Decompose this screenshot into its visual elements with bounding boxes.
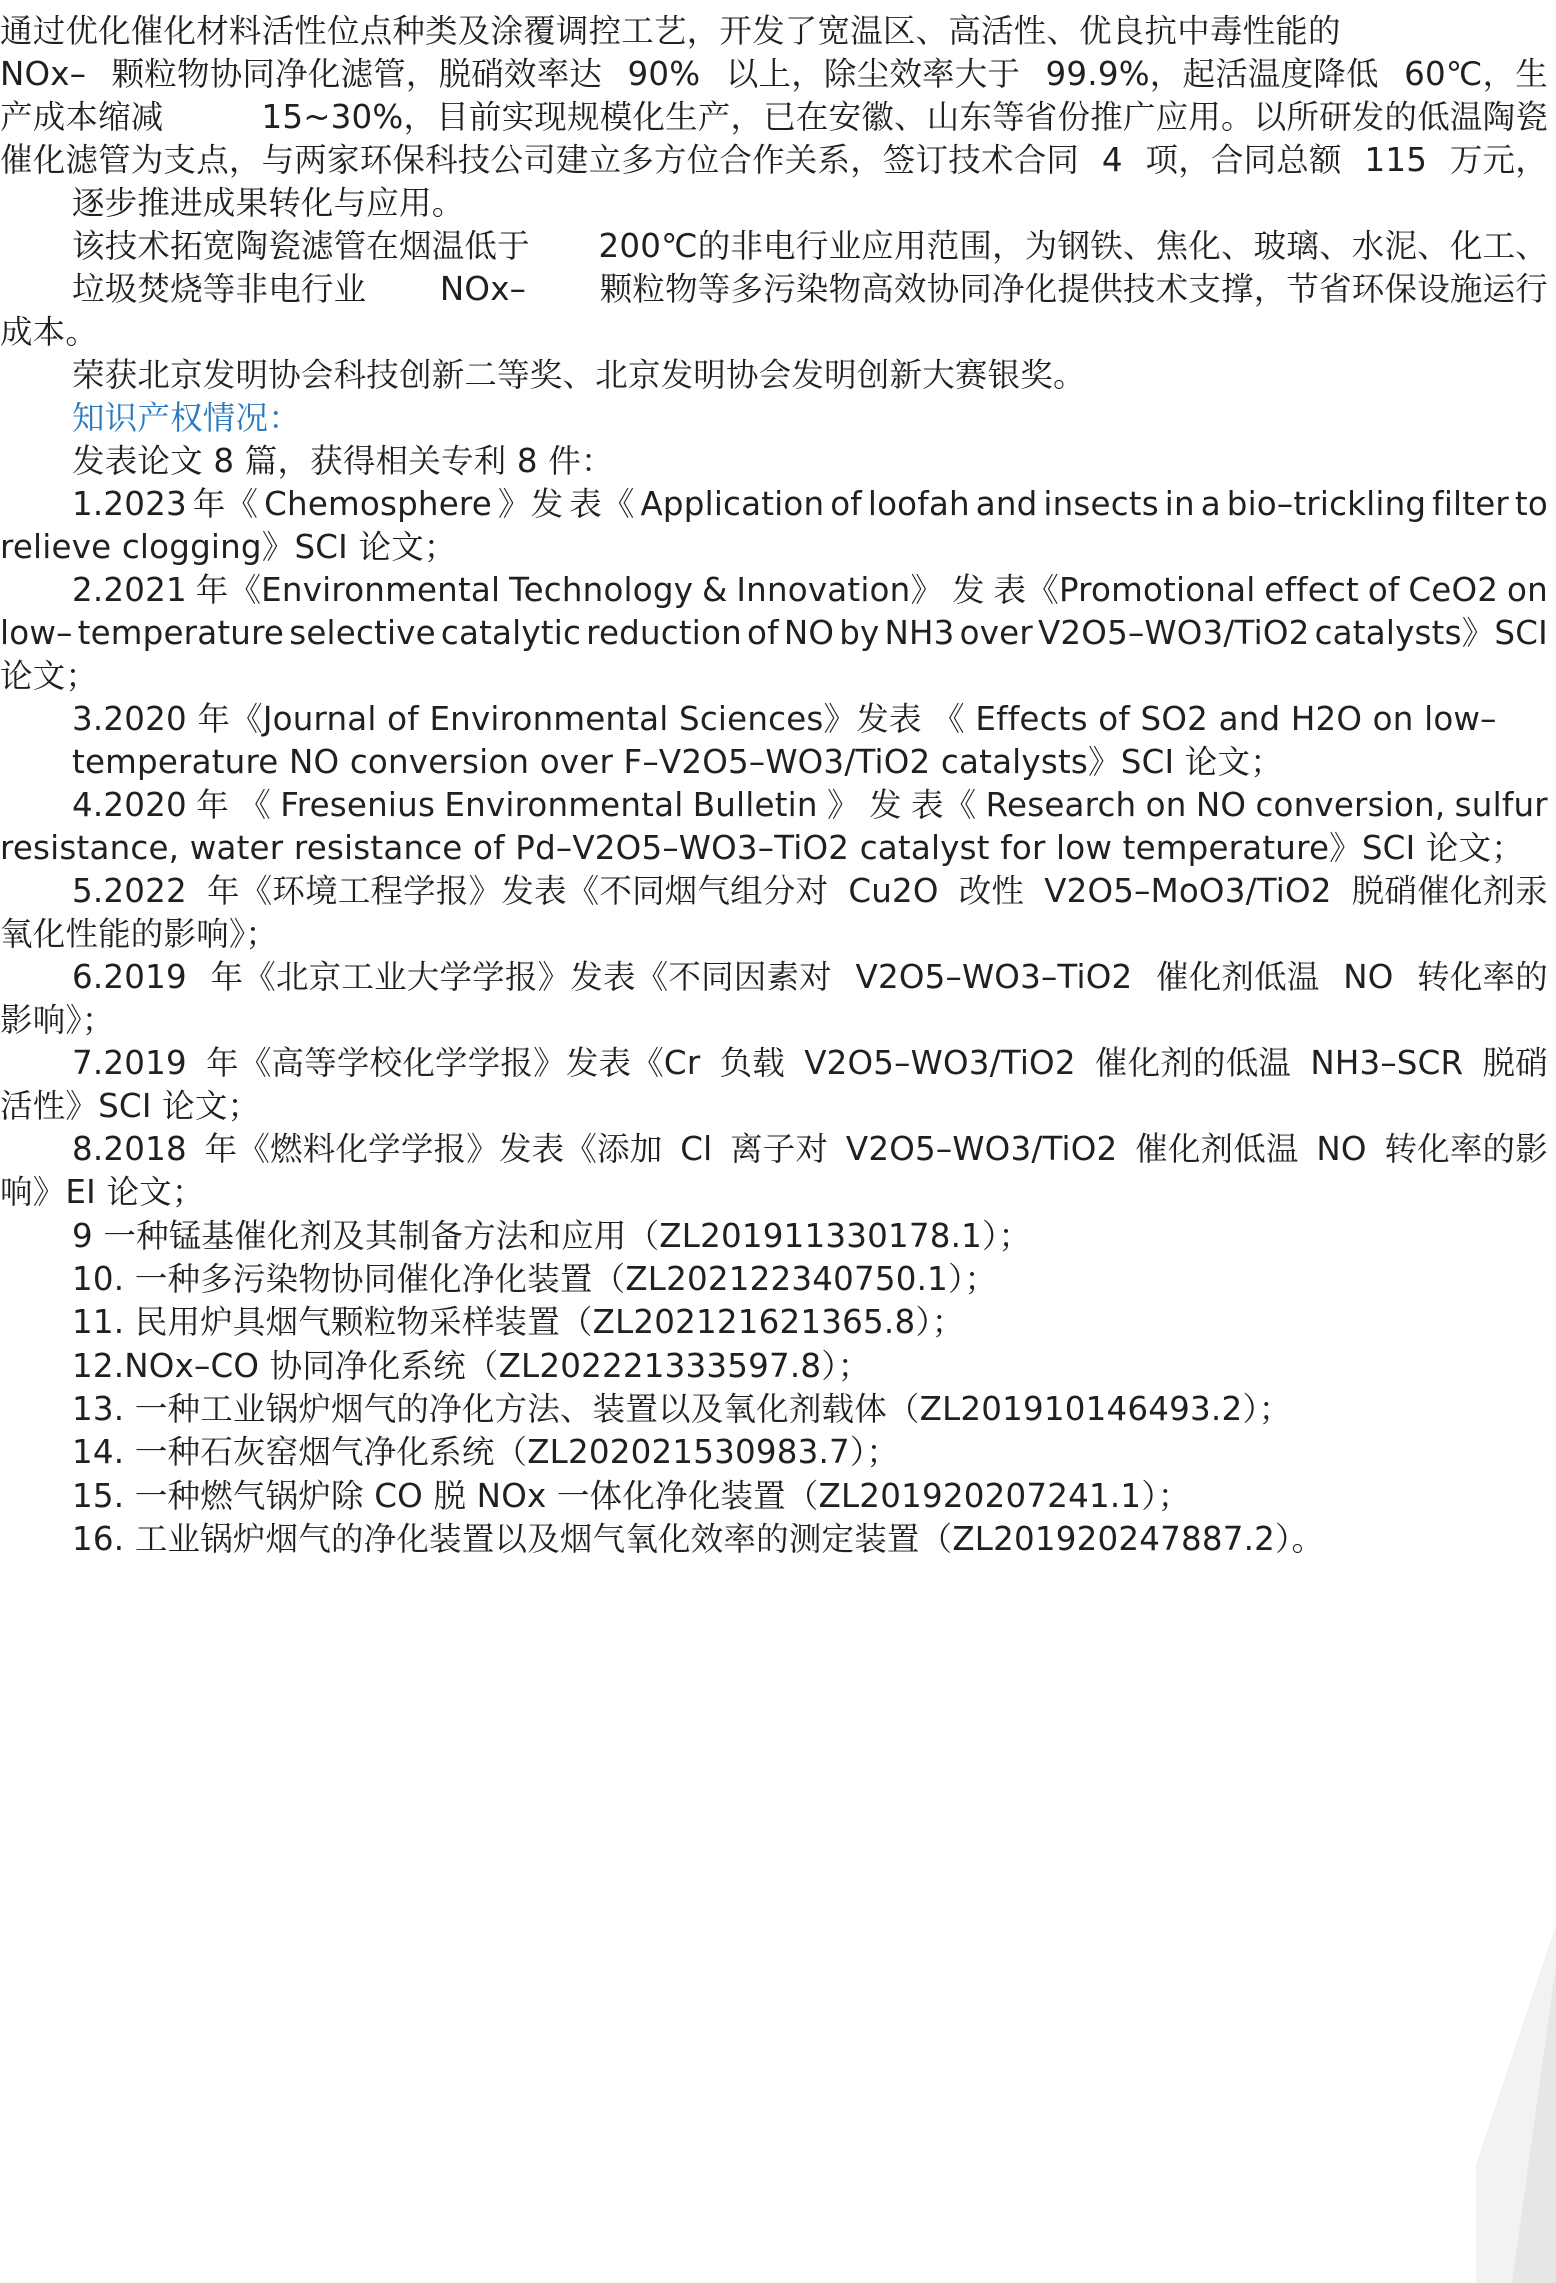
text-segment: resistance, water resistance of Pd–V2O5–WO3–TiO2 catalyst for low temperature》SCI 论文； [0,829,1524,867]
text-segment: V2O5–WO3/TiO2 [845,1130,1118,1168]
text-segment: 负载 [719,1044,785,1082]
text-line [72,267,1548,311]
text-segment: relieve clogging》SCI 论文； [0,528,457,566]
text-segment: 论文； [0,657,99,695]
text-segment: & [701,571,728,609]
text-segment: 7.2019 [72,1044,187,1082]
patent-item: 9 一种锰基催化剂及其制备方法和应用（ZL201911330178.1）； [72,1217,1032,1255]
text-segment: 》发 [497,485,564,523]
text-segment: conversion, [1255,786,1446,824]
text-segment: 颗粒物等多污染物高效协同净化提供技术支撑，节省环保设施运行 [599,270,1548,308]
text-segment: 4.2020 [72,786,187,824]
text-segment: Fresenius [280,786,436,824]
text-segment: 年《北京工业大学学报》发表《不同因素对 [210,958,832,996]
text-segment: Application [640,485,825,523]
text-line [72,181,464,225]
text-line [0,9,1548,53]
text-segment: Chemosphere [264,485,492,523]
text-segment: NO [1195,786,1247,824]
paper-1-line [72,482,1548,526]
text-segment: a [1200,485,1221,523]
text-segment: on [1145,786,1187,824]
text-segment: 6.2019 [72,958,187,996]
paper-7-line [72,1041,1548,1085]
text-segment: 发 [952,571,985,609]
text-segment: to [1514,485,1548,523]
text-segment: Research [985,786,1137,824]
text-segment: 转化率的影 [1384,1130,1548,1168]
paper-7-line [0,1084,260,1128]
text-segment: 催化剂低温 [1135,1130,1299,1168]
text-segment: NOx– [0,55,87,93]
text-segment: 垃圾焚烧等非电行业 [72,270,367,308]
text-segment: low– [0,614,73,652]
text-segment: 表《 [569,485,635,523]
patent-item: 11. 民用炉具烟气颗粒物采样装置（ZL202121621365.8）； [72,1303,965,1341]
text-line [0,310,98,354]
paper-5-line [0,912,278,956]
text-segment: NOx– [439,270,527,308]
text-segment: 逐步推进成果转化与应用。 [72,184,465,222]
text-segment: 万元， [1449,141,1548,179]
text-segment: 2.2021 [72,571,187,609]
text-segment: by [839,614,880,652]
paper-1-line [0,525,457,569]
text-segment: 该技术拓宽陶瓷滤管在烟温低于 [72,227,530,265]
text-segment: of [830,485,862,523]
text-segment: Cl [680,1130,713,1168]
text-segment: catalysts》SCI [1314,614,1548,652]
text-segment: 年《Environmental [195,571,501,609]
text-segment: 项，合同总额 [1145,141,1342,179]
text-segment: 催化剂低温 [1156,958,1320,996]
text-segment: 表《Promotional [993,571,1256,609]
text-segment: 影响》； [0,1001,115,1039]
section-heading: 知识产权情况： [72,399,301,437]
text-segment: 99.9%，起活温度降低 [1045,55,1379,93]
text-segment: 脱硝 [1482,1044,1548,1082]
text-segment: 产成本缩减 [0,98,164,136]
text-segment: Innovation》 [736,571,944,609]
patent-item: 13. 一种工业锅炉烟气的净化方法、装置以及氧化剂载体（ZL201910146493.2）； [72,1390,1292,1428]
text-segment: and [975,485,1038,523]
text-segment: of [1367,571,1400,609]
paper-8-line [0,1170,205,1214]
text-segment: filter [1432,485,1509,523]
text-segment: selective [289,614,436,652]
text-segment: 115 [1364,141,1428,179]
text-segment: V2O5–MoO3/TiO2 [1044,872,1332,910]
text-segment: 年《高等学校化学学报》发表《Cr [206,1044,701,1082]
paper-3-line [72,697,1497,741]
patent-item: 12.NOx–CO 协同净化系统（ZL202221333597.8）； [72,1347,871,1385]
text-segment: 3.2020 年《Journal of Environmental Sciences》发表 《 Effects of SO2 and H2O on low– [72,700,1497,738]
text-segment: 年《燃料化学学报》发表《添加 [204,1130,663,1168]
text-segment: 转化率的 [1417,958,1548,996]
text-segment: 发 [868,786,902,824]
text-segment: 90% [627,55,701,93]
text-segment: 4 [1101,141,1123,179]
paper-2-line [72,568,1548,612]
text-segment: V2O5–WO3/TiO2 [1038,614,1310,652]
text-line [0,138,1548,182]
text-segment: 催化滤管为支点，与两家环保科技公司建立多方位合作关系，签订技术合同 [0,141,1080,179]
text-segment: NO [1316,1130,1367,1168]
patent-item: 10. 一种多污染物协同催化净化装置（ZL202122340750.1）； [72,1260,998,1298]
text-segment: 60℃，生 [1404,55,1548,93]
text-segment: 氧化性能的影响》； [0,915,279,953]
text-segment: 年《 [192,485,259,523]
text-line [0,52,1548,96]
text-segment: NO [1343,958,1394,996]
text-segment: 《 [238,786,271,824]
paper-8-line [72,1127,1548,1171]
text-segment: Technology [509,571,694,609]
text-segment: Environmental [444,786,684,824]
text-segment: 以上，除尘效率大于 [725,55,1021,93]
patent-item: 14. 一种石灰窑烟气净化系统（ZL202021530983.7）； [72,1433,900,1471]
award-text: 荣获北京发明协会科技创新二等奖、北京发明协会发明创新大赛银奖。 [72,356,1086,394]
text-segment: Cu2O [848,872,939,910]
text-segment: 15~30%，目前实现规模化生产，已在安徽、山东等省份推广应用。以所研发的低温陶瓷 [261,98,1548,136]
text-segment: 活性》SCI 论文； [0,1087,261,1125]
text-line [72,224,1548,268]
text-segment: 脱硝催化剂汞 [1351,872,1548,910]
text-segment: temperature [77,614,285,652]
text-segment: 成本。 [0,313,99,351]
text-segment: catalytic [440,614,582,652]
paper-3-line [72,740,1283,784]
text-segment: on [1507,571,1548,609]
text-segment: Bulletin [692,786,818,824]
text-line [0,95,1548,139]
paper-4-line [0,826,1524,870]
text-segment: NO [783,614,835,652]
text-segment: reduction [586,614,742,652]
text-segment: 响》EI 论文； [0,1173,205,1211]
text-segment: insects [1043,485,1159,523]
paper-2-line [0,611,1548,655]
text-segment: 200℃的非电行业应用范围，为钢铁、焦化、玻璃、水泥、化工、 [598,227,1548,265]
text-segment: 表《 [910,786,977,824]
paper-6-line [72,955,1548,999]
text-segment: of [747,614,779,652]
text-segment: V2O5–WO3–TiO2 [855,958,1133,996]
text-segment: over [959,614,1033,652]
text-segment: 》 [826,786,860,824]
text-segment: 1.2023 [72,485,187,523]
paper-4-line [72,783,1548,827]
text-segment: 改性 [958,872,1025,910]
text-segment: 颗粒物协同净化滤管，脱硝效率达 [111,55,603,93]
text-segment: 5.2022 [72,872,187,910]
paper-2-line [0,654,98,698]
patent-item: 15. 一种燃气锅炉除 CO 脱 NOx 一体化净化装置（ZL201920207241.1）； [72,1477,1191,1515]
text-segment: in [1164,485,1195,523]
corner-decoration [1476,1925,1556,2283]
text-segment: 年 [196,786,229,824]
paper-6-line [0,998,115,1042]
text-segment: 离子对 [730,1130,829,1168]
text-segment: 催化剂的低温 [1094,1044,1292,1082]
text-segment: V2O5–WO3/TiO2 [804,1044,1076,1082]
text-segment: NH3 [884,614,955,652]
text-segment: NH3–SCR [1310,1044,1464,1082]
text-segment: 通过优化催化材料活性位点种类及涂覆调控工艺，开发了宽温区、高活性、优良抗中毒性能的 [0,12,1341,50]
text-segment: 8.2018 [72,1130,187,1168]
text-segment: loofah [867,485,970,523]
text-segment: effect [1264,571,1359,609]
ip-summary: 发表论文 8 篇，获得相关专利 8 件： [72,442,614,480]
text-segment: bio–trickling [1226,485,1427,523]
patent-item: 16. 工业锅炉烟气的净化装置以及烟气氧化效率的测定装置（ZL201920247887.2）。 [72,1520,1325,1558]
paper-5-line [72,869,1548,913]
text-segment: CeO2 [1408,571,1499,609]
text-segment: temperature NO conversion over F–V2O5–WO3/TiO2 catalysts》SCI 论文； [72,743,1283,781]
text-segment: 年《环境工程学报》发表《不同烟气组分对 [206,872,829,910]
text-segment: sulfur [1454,786,1548,824]
